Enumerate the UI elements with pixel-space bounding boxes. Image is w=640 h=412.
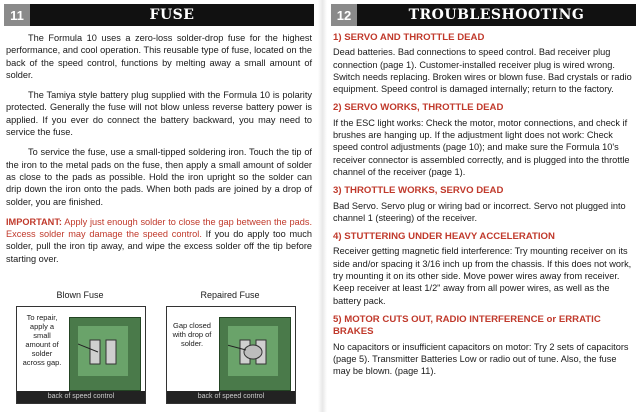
fuse-paragraph-3: To service the fuse, use a small-tipped soldering iron. Touch the tip of the iron to the metal pads on the fuse, then apply a small amount of solder as close to the pads as possible. Hold the iron upright so the solder can drip down the iron onto the pads. When both pads are joined by a drop of solder, you are finished. [6, 147, 312, 207]
fuse-pads-illustration [228, 326, 278, 376]
figure-caption: Blown Fuse [56, 290, 104, 300]
figure-note: To repair, apply a small amount of solder across gap. [22, 313, 62, 367]
issue-heading-1: 1) SERVO AND THROTTLE DEAD [333, 32, 485, 43]
fuse-paragraph-1: The Formula 10 uses a zero-loss solder-drop fuse for the highest performance, and cool operation. This reusable type of fuse, located on the back of the speed control, functions by melting away a small amount of solder. [6, 33, 312, 80]
speed-control-illustration [219, 317, 291, 391]
important-label: IMPORTANT: [6, 216, 62, 227]
issue-heading-3: 3) THROTTLE WORKS, SERVO DEAD [333, 185, 504, 197]
issue-heading-2: 2) SERVO WORKS, THROTTLE DEAD [333, 102, 504, 114]
page-number: 11 [4, 4, 30, 26]
figure-frame [16, 306, 146, 404]
fuse-solder-icon [228, 326, 278, 376]
figure-footer: back of speed control [17, 391, 145, 403]
fuse-body [6, 32, 312, 273]
issue-text-5: No capacitors or insufficient capacitors on motor: Try 2 sets of capacitors (page 5). Transmitter Batteries Low or radio out of tune. Also, the fuse may be blown. (page 11). [333, 341, 629, 377]
troubleshooting-body [333, 32, 634, 384]
issue-text-2: If the ESC light works: Check the motor, motor connections, and check if brushes are hanging up. If the adjustment light does not work: Check speed control adjustments (page 10); and make sure the Formula 10's receiver connector is assembled correctly, and is plugged into the throttle channel of the receiver (page 1). [333, 117, 630, 177]
figure-footer: back of speed control [167, 391, 295, 403]
issue-heading-5: 5) MOTOR CUTS OUT, RADIO INTERFERENCE or ERRATIC BRAKES [333, 313, 601, 338]
issue-text-3: Bad Servo. Servo plug or wiring bad or incorrect. Servo not plugged into channel 1 (steering) of the receiver. [333, 200, 626, 223]
fuse-gap-icon [78, 326, 128, 376]
issue-text-1: Dead batteries. Bad connections to speed control. Bad receiver plug connection (page 1). Customer-installed receiver plug is wired wrong. Switch needs replacing. Broken wires or blown fuse. Bad crystals or radio equipment. Speed control is damaged internally; return to the factory. [333, 47, 632, 95]
important-warning: Apply just enough solder to close the gap between the pads. Excess solder may damage the speed control. [6, 216, 312, 240]
speed-control-illustration [69, 317, 141, 391]
figure-frame [166, 306, 296, 404]
fuse-figures [10, 290, 310, 410]
figure-note: Gap closed with drop of solder. [172, 321, 212, 348]
repaired-fuse-figure [160, 290, 300, 410]
page-number: 12 [331, 4, 357, 26]
blown-fuse-figure [10, 290, 150, 410]
troubleshooting-header-bar [331, 4, 636, 26]
fuse-header-bar [4, 4, 314, 26]
issue-heading-4: 4) STUTTERING UNDER HEAVY ACCELERATION [333, 231, 555, 243]
figure-caption: Repaired Fuse [200, 290, 260, 300]
fuse-page [0, 0, 318, 412]
issue-text-4: Receiver getting magnetic field interference: Try mounting receiver on its side and/or spacing it 3/16 inch up from the chassis. If this does not work, try mounting it on its other side. Move power wires away from receiver. Keep receiver at least 1/2" away from all power wires, as well as the battery pack. [333, 246, 632, 306]
fuse-paragraph-2: The Tamiya style battery plug supplied with the Formula 10 is polarity protected. Generally the fuse will not blow unless reverse battery power is applied. If you ever do connect the battery backward, you may need to service the fuse. [6, 90, 312, 138]
important-note [6, 216, 312, 265]
page-gutter [318, 0, 327, 412]
fuse-pads-illustration [78, 326, 128, 376]
troubleshooting-page [327, 0, 640, 412]
section-title: FUSE [149, 7, 195, 23]
section-title: TROUBLESHOOTING [408, 7, 585, 23]
important-rest: If you do apply too much solder, pull the iron tip away, and wipe the excess solder off the tip before starting over. [6, 229, 312, 264]
